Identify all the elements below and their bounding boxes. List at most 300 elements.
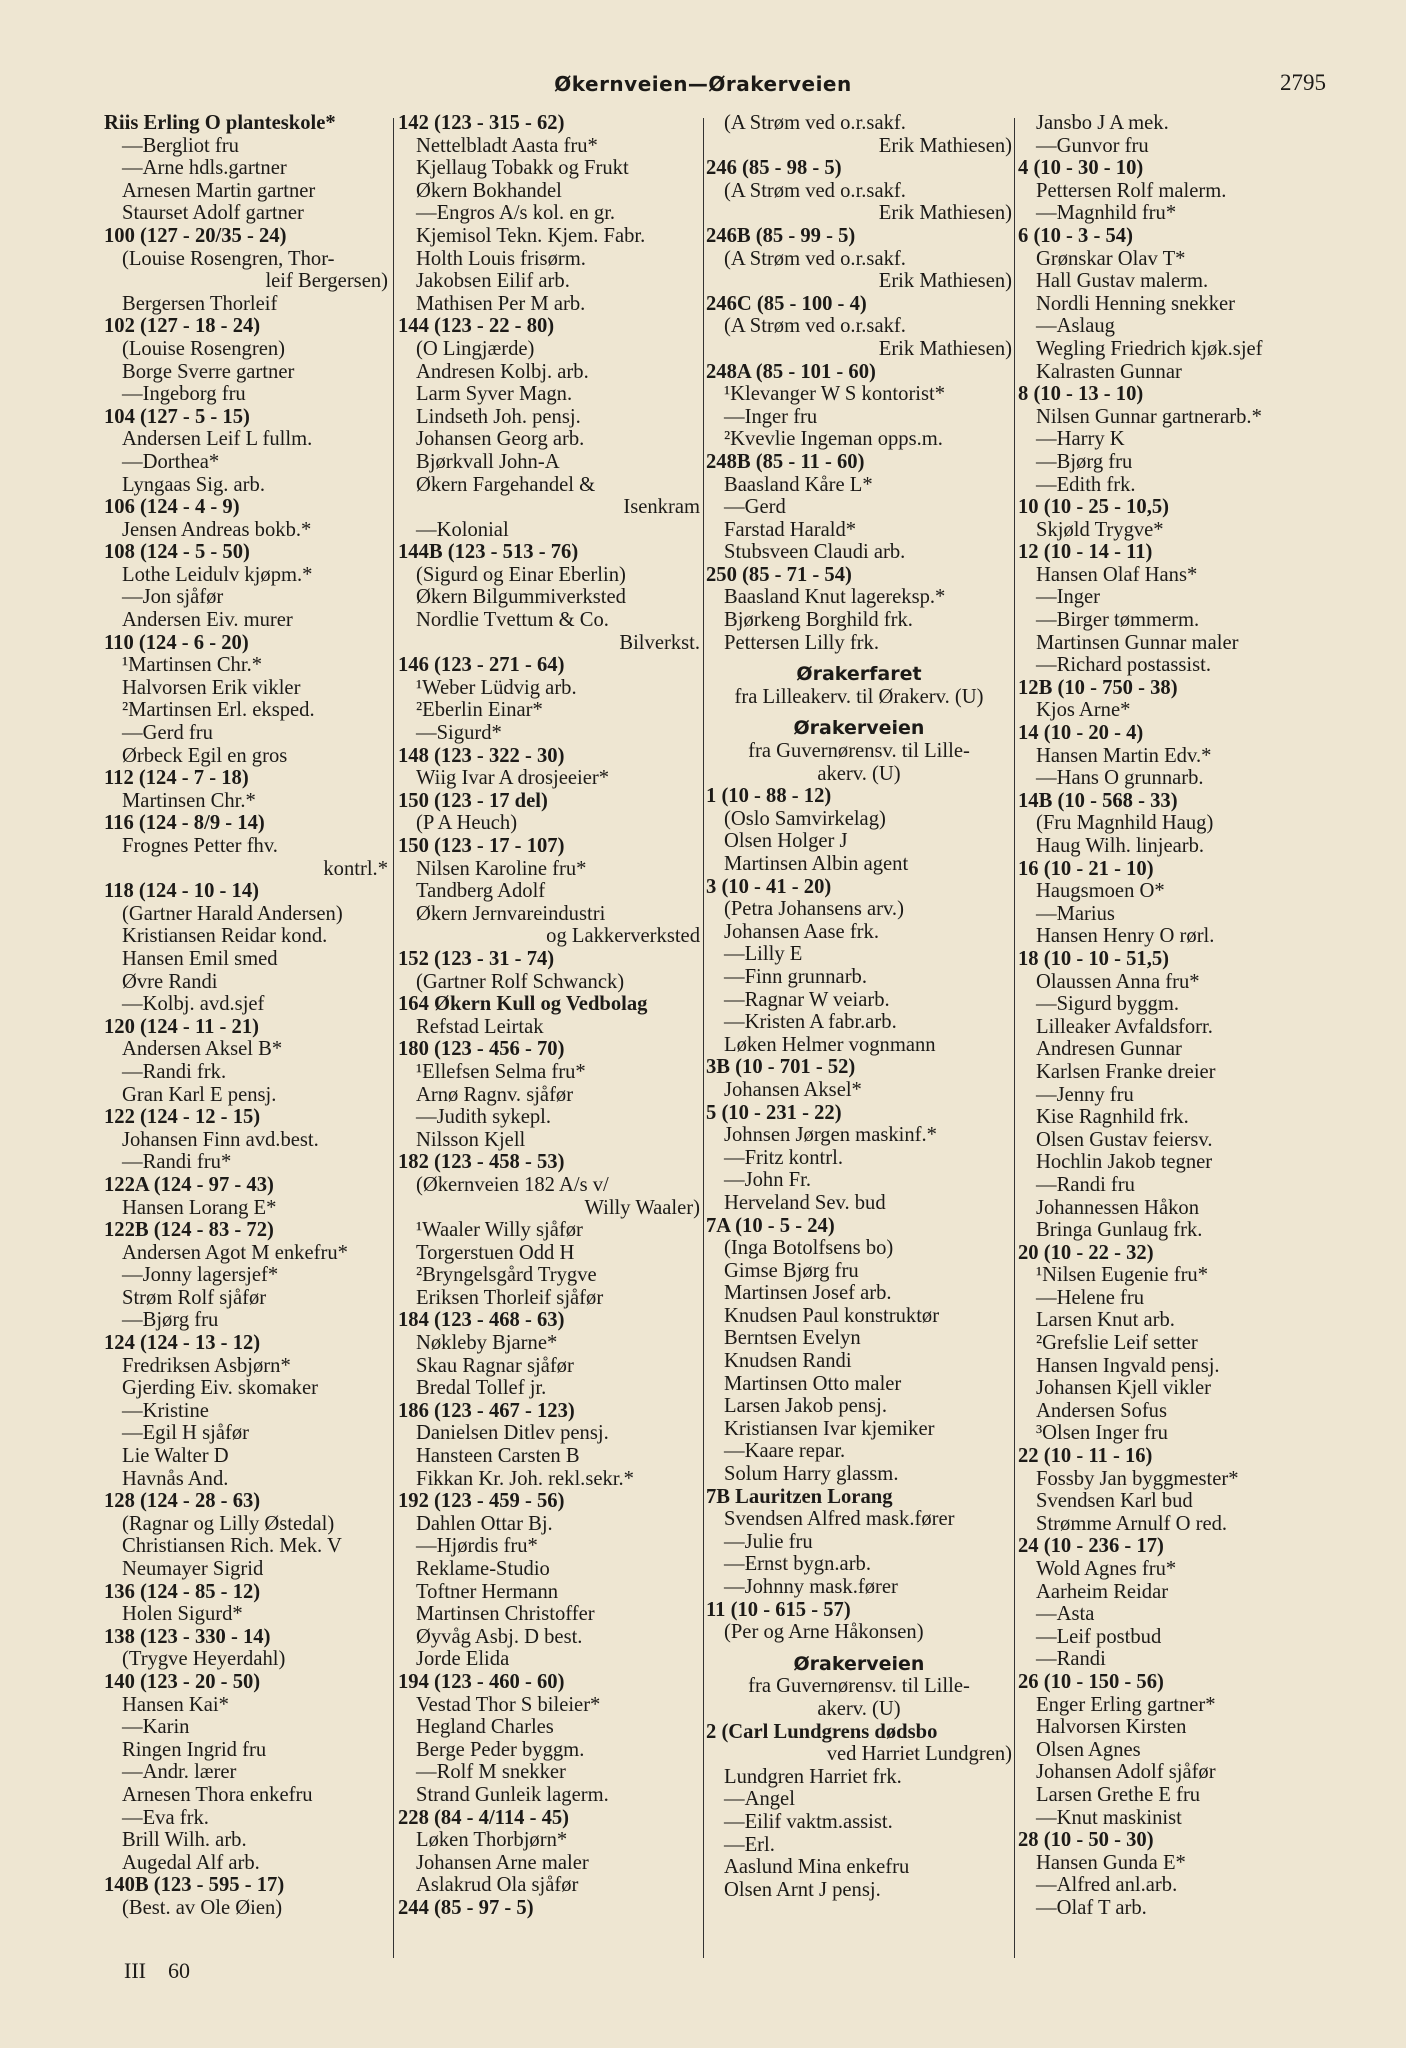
house-number-entry: 248A (85 - 101 - 60) [706, 360, 876, 383]
resident-entry: —Egil H sjåfør [122, 1422, 249, 1445]
resident-entry: —Rolf M snekker [416, 1761, 566, 1784]
resident-entry: Stubsveen Claudi arb. [724, 541, 906, 564]
resident-entry: Martinsen Albin agent [724, 853, 909, 875]
resident-entry: Johansen Adolf sjåfør [1036, 1761, 1216, 1784]
column-2 [398, 112, 700, 1972]
resident-entry: —Alfred anl.arb. [1036, 1874, 1178, 1897]
resident-entry: (Økernveien 182 A/s v/ [416, 1173, 609, 1196]
resident-entry: Knudsen Randi [724, 1350, 852, 1373]
resident-entry: —Helene fru [1036, 1286, 1145, 1309]
resident-entry: —Eva frk. [122, 1806, 209, 1829]
resident-entry: Skjøld Trygve* [1036, 518, 1164, 541]
column-rule [1014, 118, 1015, 1958]
resident-entry: (A Strøm ved o.r.sakf. [724, 179, 906, 202]
resident-entry: Skau Ragnar sjåfør [416, 1354, 574, 1377]
resident-entry: Lothe Leidulv kjøpm.* [122, 563, 313, 586]
resident-entry: Kjemisol Tekn. Kjem. Fabr. [416, 224, 646, 247]
resident-entry: ¹Waaler Willy sjåfør [416, 1219, 583, 1242]
resident-entry: Gran Karl E pensj. [122, 1083, 277, 1106]
resident-entry: Arnesen Martin gartner [122, 179, 316, 202]
house-number-entry: 150 (123 - 17 del) [398, 789, 548, 812]
resident-entry: Baasland Knut lagereksp.* [724, 586, 946, 609]
resident-entry: Aslakrud Ola sjåfør [416, 1874, 579, 1897]
resident-entry: Svendsen Alfred mask.fører [724, 1508, 955, 1531]
resident-entry: Toftner Hermann [416, 1580, 559, 1603]
resident-entry: —Judith sykepl. [416, 1106, 552, 1129]
resident-entry: —Bjørg fru [1036, 450, 1133, 473]
resident-entry: ¹Weber Lüdvig arb. [416, 676, 577, 699]
resident-entry: Andersen Agot M enkefru* [122, 1241, 348, 1264]
house-number-entry: 122 (124 - 12 - 15) [104, 1106, 261, 1129]
resident-entry: Hochlin Jakob tegner [1036, 1151, 1213, 1174]
resident-entry: Strømme Arnulf O red. [1036, 1512, 1228, 1535]
resident-entry: (Per og Arne Håkonsen) [724, 1621, 924, 1644]
resident-entry: Erik Mathiesen) [878, 202, 1012, 225]
resident-entry: Holen Sigurd* [122, 1603, 243, 1626]
resident-entry: Bilverkst. [619, 631, 700, 654]
resident-entry: ²Grefslie Leif setter [1036, 1332, 1198, 1355]
resident-entry: Ringen Ingrid fru [122, 1738, 267, 1761]
resident-entry: Grønskar Olav T* [1036, 247, 1186, 270]
resident-entry: Jensen Andreas bokb.* [122, 518, 312, 541]
resident-entry: —Knut maskinist [1036, 1806, 1182, 1829]
resident-entry: Martinsen Gunnar maler [1036, 631, 1239, 654]
resident-entry: Hansen Gunda E* [1036, 1851, 1186, 1874]
resident-entry: Hansen Henry O rørl. [1036, 925, 1215, 948]
column-rule [393, 118, 394, 1958]
resident-entry: Martinsen Otto maler [724, 1372, 902, 1395]
resident-entry: Kjellaug Tobakk og Frukt [416, 157, 629, 180]
resident-entry: —Bjørg fru [122, 1309, 219, 1332]
house-number-entry: 12B (10 - 750 - 38) [1018, 676, 1178, 699]
resident-entry: (A Strøm ved o.r.sakf. [724, 247, 906, 270]
house-number-entry: 7B Lauritzen Lorang [706, 1485, 893, 1508]
house-number-entry: 10 (10 - 25 - 10,5) [1018, 496, 1169, 519]
resident-entry: Nilsen Karoline fru* [416, 857, 587, 880]
house-number-entry: 112 (124 - 7 - 18) [104, 767, 249, 790]
house-number-entry: 186 (123 - 467 - 123) [398, 1399, 575, 1422]
resident-entry: Larsen Jakob pensj. [724, 1395, 887, 1418]
house-number-entry: 152 (123 - 31 - 74) [398, 947, 555, 970]
resident-entry: Refstad Leirtak [416, 1015, 544, 1038]
resident-entry: —Inger [1036, 586, 1101, 609]
house-number-entry: 1 (10 - 88 - 12) [706, 785, 832, 808]
resident-entry: Fikkan Kr. Joh. rekl.sekr.* [416, 1467, 634, 1490]
resident-entry: —Leif postbud [1036, 1625, 1162, 1648]
resident-entry: Kalrasten Gunnar [1036, 360, 1182, 383]
resident-entry: —Edith frk. [1036, 473, 1136, 496]
resident-entry: Berge Peder byggm. [416, 1738, 585, 1761]
house-number-entry: 3B (10 - 701 - 52) [706, 1056, 856, 1079]
resident-entry: —Erl. [724, 1833, 775, 1856]
resident-entry: Bredal Tollef jr. [416, 1377, 547, 1400]
house-number-entry: 16 (10 - 21 - 10) [1018, 857, 1154, 880]
resident-entry: Tandberg Adolf [416, 880, 546, 903]
resident-entry: Vestad Thor S bileier* [416, 1693, 601, 1716]
resident-entry: Løken Helmer vognmann [724, 1033, 936, 1056]
house-number-entry: 244 (85 - 97 - 5) [398, 1896, 534, 1919]
resident-entry: —Randi frk. [122, 1060, 227, 1083]
house-number-entry: Riis Erling O planteskole* [104, 112, 336, 134]
house-number-entry: 5 (10 - 231 - 22) [706, 1101, 842, 1124]
resident-entry: Øvre Randi [122, 970, 218, 993]
resident-entry: Haug Wilh. linjearb. [1036, 835, 1205, 857]
house-number-entry: 182 (123 - 458 - 53) [398, 1151, 565, 1174]
resident-entry: (Sigurd og Einar Eberlin) [416, 563, 626, 586]
resident-entry: Halvorsen Erik vikler [122, 676, 301, 699]
resident-entry: —Andr. lærer [122, 1761, 237, 1784]
resident-entry: Andersen Sofus [1036, 1399, 1167, 1422]
resident-entry: —Gerd fru [122, 722, 213, 745]
resident-entry: Haugsmoen O* [1036, 880, 1165, 903]
house-number-entry: 246 (85 - 98 - 5) [706, 157, 842, 180]
resident-entry: Baasland Kåre L* [724, 473, 873, 496]
house-number-entry: 150 (123 - 17 - 107) [398, 835, 565, 857]
resident-entry: Hansen Emil smed [122, 947, 278, 970]
resident-entry: Andersen Eiv. murer [122, 609, 293, 632]
house-number-entry: 11 (10 - 615 - 57) [706, 1598, 851, 1621]
resident-entry: Larsen Knut arb. [1036, 1309, 1175, 1332]
resident-entry: ¹Martinsen Chr.* [122, 654, 263, 677]
street-heading: Ørakerveien [793, 1652, 925, 1675]
house-number-entry: 6 (10 - 3 - 54) [1018, 224, 1133, 247]
resident-entry: (Trygve Heyerdahl) [122, 1648, 286, 1671]
resident-entry: Torgerstuen Odd H [416, 1241, 575, 1264]
resident-entry: Christiansen Rich. Mek. V [122, 1535, 342, 1558]
house-number-entry: 28 (10 - 50 - 30) [1018, 1829, 1154, 1852]
house-number-entry: 250 (85 - 71 - 54) [706, 563, 852, 586]
resident-entry: Brill Wilh. arb. [122, 1829, 247, 1852]
house-number-entry: 4 (10 - 30 - 10) [1018, 157, 1144, 180]
house-number-entry: 142 (123 - 315 - 62) [398, 112, 565, 134]
house-number-entry: 148 (123 - 322 - 30) [398, 744, 565, 767]
house-number-entry: 128 (124 - 28 - 63) [104, 1490, 261, 1513]
house-number-entry: 146 (123 - 271 - 64) [398, 654, 565, 677]
resident-entry: Holth Louis frisørm. [416, 247, 586, 270]
resident-entry: Økern Fargehandel & [416, 473, 596, 496]
resident-entry: kontrl.* [323, 857, 388, 880]
resident-entry: Johansen Finn avd.best. [122, 1128, 319, 1151]
resident-entry: —Johnny mask.fører [724, 1576, 898, 1598]
house-number-entry: 184 (123 - 468 - 63) [398, 1309, 565, 1332]
resident-entry: Farstad Harald* [724, 518, 857, 541]
resident-entry: og Lakkerverksted [546, 925, 700, 948]
house-number-entry: 140 (123 - 20 - 50) [104, 1670, 261, 1693]
resident-entry: ²Martinsen Erl. eksped. [122, 699, 315, 722]
resident-entry: Wegling Friedrich kjøk.sjef [1036, 337, 1263, 360]
resident-entry: —Randi fru [1036, 1173, 1135, 1196]
resident-entry: Hansteen Carsten B [416, 1445, 580, 1468]
resident-entry: —Arne hdls.gartner [122, 157, 287, 180]
resident-entry: Andresen Gunnar [1036, 1038, 1182, 1061]
house-number-entry: 100 (127 - 20/35 - 24) [104, 224, 287, 247]
house-number-entry: 246B (85 - 99 - 5) [706, 224, 856, 247]
house-number-entry: 7A (10 - 5 - 24) [706, 1214, 835, 1237]
resident-entry: (P A Heuch) [416, 812, 518, 835]
resident-entry: Martinsen Chr.* [122, 789, 256, 812]
resident-entry: Strøm Rolf sjåfør [122, 1286, 267, 1309]
resident-entry: Hall Gustav malerm. [1036, 270, 1209, 293]
resident-entry: —Kristen A fabr.arb. [724, 1011, 897, 1034]
resident-entry: Lilleaker Avfaldsforr. [1036, 1015, 1213, 1038]
resident-entry: Ørbeck Egil en gros [122, 744, 288, 767]
house-number-entry: 246C (85 - 100 - 4) [706, 292, 867, 315]
house-number-entry: 26 (10 - 150 - 56) [1018, 1670, 1164, 1693]
street-heading: Ørakerfaret [796, 663, 922, 686]
resident-entry: —Gerd [724, 496, 786, 519]
resident-entry: Hansen Olaf Hans* [1036, 563, 1198, 586]
house-number-entry: 108 (124 - 5 - 50) [104, 541, 250, 564]
house-number-entry: 118 (124 - 10 - 14) [104, 880, 260, 903]
house-number-entry: 8 (10 - 13 - 10) [1018, 383, 1144, 406]
house-number-entry: 110 (124 - 6 - 20) [104, 631, 249, 654]
resident-entry: Johansen Aase frk. [724, 920, 879, 943]
column-3 [706, 112, 1012, 1972]
house-number-entry: 20 (10 - 22 - 32) [1018, 1241, 1154, 1264]
resident-entry: (Gartner Rolf Schwanck) [416, 970, 625, 993]
resident-entry: —John Fr. [724, 1169, 811, 1192]
resident-entry: (Gartner Harald Andersen) [122, 902, 343, 925]
resident-entry: —Engros A/s kol. en gr. [416, 202, 616, 225]
resident-entry: Havnås And. [122, 1467, 229, 1490]
resident-entry: Erik Mathiesen) [878, 337, 1012, 360]
resident-entry: —Jenny fru [1036, 1083, 1134, 1106]
resident-entry: Pettersen Lilly frk. [724, 631, 879, 654]
resident-entry: Johannessen Håkon [1036, 1196, 1200, 1219]
house-number-entry: 22 (10 - 11 - 16) [1018, 1445, 1153, 1468]
resident-entry: Kristiansen Reidar kond. [122, 925, 328, 948]
resident-entry: Nilsen Gunnar gartnerarb.* [1036, 405, 1262, 428]
house-number-entry: 144 (123 - 22 - 80) [398, 315, 555, 338]
resident-entry: Andresen Kolbj. arb. [416, 360, 589, 383]
resident-entry: —Kolbj. avd.sjef [122, 993, 265, 1016]
resident-entry: —Sigurd byggm. [1036, 993, 1180, 1016]
footer-signature: III 60 [124, 1958, 190, 1983]
resident-entry: Martinsen Christoffer [416, 1603, 595, 1626]
resident-entry: Martinsen Josef arb. [724, 1282, 892, 1305]
house-number-entry: 122B (124 - 83 - 72) [104, 1219, 274, 1242]
resident-entry: Erik Mathiesen) [878, 134, 1012, 157]
resident-entry: Gjerding Eiv. skomaker [122, 1377, 318, 1400]
resident-entry: Olsen Gustav feiersv. [1036, 1128, 1213, 1151]
resident-entry: Johnsen Jørgen maskinf.* [724, 1124, 937, 1147]
resident-entry: —Randi fru* [122, 1151, 232, 1174]
house-number-entry: 140B (123 - 595 - 17) [104, 1874, 285, 1897]
resident-entry: Lyngaas Sig. arb. [122, 473, 265, 496]
resident-entry: —Eilif vaktm.assist. [724, 1810, 893, 1833]
house-number-entry: 228 (84 - 4/114 - 45) [398, 1806, 570, 1829]
resident-entry: Dahlen Ottar Bj. [416, 1512, 553, 1535]
resident-entry: Andersen Aksel B* [122, 1038, 283, 1061]
resident-entry: Frognes Petter fhv. [122, 835, 278, 857]
resident-entry: —Ragnar W veiarb. [724, 988, 890, 1011]
resident-entry: Jorde Elida [416, 1648, 510, 1671]
house-number-entry: 136 (124 - 85 - 12) [104, 1580, 261, 1603]
resident-entry: —Inger fru [724, 405, 818, 428]
resident-entry: Hansen Martin Edv.* [1036, 744, 1212, 767]
resident-entry: —Kaare repar. [724, 1440, 846, 1463]
resident-entry: —Asta [1036, 1603, 1095, 1626]
resident-entry: Arnø Ragnv. sjåfør [416, 1083, 574, 1106]
resident-entry: Olsen Agnes [1036, 1738, 1141, 1761]
resident-entry: —Aslaug [1036, 315, 1115, 338]
resident-entry: —Kolonial [416, 518, 509, 541]
resident-entry: Arnesen Thora enkefru [122, 1783, 313, 1806]
house-number-entry: 164 Økern Kull og Vedbolag [398, 993, 648, 1016]
house-number-entry: 116 (124 - 8/9 - 14) [104, 812, 265, 835]
resident-entry: Johansen Arne maler [416, 1851, 589, 1874]
resident-entry: —Marius [1036, 902, 1115, 925]
resident-entry: Olsen Holger J [724, 830, 848, 853]
resident-entry: Larm Syver Magn. [416, 383, 573, 406]
column-4 [1018, 112, 1340, 1972]
page-number: 2795 [1280, 70, 1326, 95]
resident-entry: (O Lingjærde) [416, 337, 535, 360]
resident-entry: Øyvåg Asbj. D best. [416, 1625, 583, 1648]
resident-entry: (Petra Johansens arv.) [724, 898, 904, 921]
resident-entry: Halvorsen Kirsten [1036, 1716, 1187, 1739]
resident-entry: Økern Jernvareindustri [416, 902, 606, 925]
resident-entry: ³Olsen Inger fru [1036, 1422, 1168, 1445]
resident-entry: Bringa Gunlaug frk. [1036, 1219, 1203, 1242]
resident-entry: —Magnhild fru* [1036, 202, 1177, 225]
resident-entry: Fredriksen Asbjørn* [122, 1354, 291, 1377]
resident-entry: Mathisen Per M arb. [416, 292, 586, 315]
house-number-entry: 14 (10 - 20 - 4) [1018, 722, 1144, 745]
resident-entry: fra Guvernørensv. til Lille- [748, 1675, 970, 1698]
house-number-entry: 122A (124 - 97 - 43) [104, 1173, 274, 1196]
resident-entry: Løken Thorbjørn* [416, 1829, 568, 1852]
resident-entry: Staurset Adolf gartner [122, 202, 304, 225]
resident-entry: fra Guvernørensv. til Lille- [748, 740, 970, 763]
resident-entry: Lindseth Joh. pensj. [416, 405, 581, 428]
house-number-entry: 104 (127 - 5 - 15) [104, 405, 250, 428]
house-number-entry: 192 (123 - 459 - 56) [398, 1490, 565, 1513]
column-1 [104, 112, 388, 1972]
resident-entry: Eriksen Thorleif sjåfør [416, 1286, 604, 1309]
resident-entry: Hansen Ingvald pensj. [1036, 1354, 1220, 1377]
resident-entry: Johansen Georg arb. [416, 428, 585, 451]
resident-entry: Hegland Charles [416, 1716, 554, 1739]
resident-entry: (Inga Botolfsens bo) [724, 1237, 894, 1260]
resident-entry: —Ingeborg fru [122, 383, 246, 406]
resident-entry: —Gunvor fru [1036, 134, 1149, 157]
resident-entry: ²Eberlin Einar* [416, 699, 543, 722]
resident-entry: Nettelbladt Aasta fru* [416, 134, 598, 157]
resident-entry: Kjos Arne* [1036, 699, 1131, 722]
resident-entry: Nilsson Kjell [416, 1128, 526, 1151]
resident-entry: Hansen Kai* [122, 1693, 229, 1716]
resident-entry: Lie Walter D [122, 1445, 229, 1468]
house-number-entry: 138 (123 - 330 - 14) [104, 1625, 271, 1648]
resident-entry: Bjørkvall John-A [416, 450, 560, 473]
resident-entry: —Sigurd* [416, 722, 502, 745]
resident-entry: (A Strøm ved o.r.sakf. [724, 315, 906, 338]
resident-entry: Neumayer Sigrid [122, 1558, 264, 1580]
resident-entry: Jakobsen Eilif arb. [416, 270, 570, 293]
resident-entry: Kise Ragnhild frk. [1036, 1106, 1189, 1129]
house-number-entry: 18 (10 - 10 - 51,5) [1018, 947, 1169, 970]
house-number-entry: 144B (123 - 513 - 76) [398, 541, 579, 564]
house-number-entry: 2 (Carl Lundgrens dødsbo [706, 1720, 938, 1743]
resident-entry: Olsen Arnt J pensj. [724, 1878, 881, 1901]
resident-entry: —Birger tømmerm. [1036, 609, 1200, 632]
resident-entry: —Hans O grunnarb. [1036, 767, 1204, 790]
resident-entry: Økern Bilgummiverksted [416, 586, 626, 609]
resident-entry: —Hjørdis fru* [416, 1535, 538, 1558]
resident-entry: ¹Ellefsen Selma fru* [416, 1060, 586, 1083]
resident-entry: Økern Bokhandel [416, 179, 562, 202]
resident-entry: Lundgren Harriet frk. [724, 1765, 902, 1788]
resident-entry: —Karin [122, 1716, 190, 1739]
resident-entry: (Best. av Ole Øien) [122, 1896, 283, 1919]
resident-entry: Pettersen Rolf malerm. [1036, 179, 1227, 202]
resident-entry: —Harry K [1036, 428, 1125, 451]
resident-entry: Knudsen Paul konstruktør [724, 1304, 940, 1327]
resident-entry: Willy Waaler) [584, 1196, 700, 1219]
resident-entry: Hansen Lorang E* [122, 1196, 277, 1219]
street-heading: Ørakerveien [793, 717, 925, 740]
resident-entry: Jansbo J A mek. [1036, 112, 1169, 134]
resident-entry: ²Kvevlie Ingeman opps.m. [724, 428, 943, 451]
resident-entry: —Fritz kontrl. [724, 1146, 843, 1169]
house-number-entry: 14B (10 - 568 - 33) [1018, 789, 1178, 812]
resident-entry: Nøkleby Bjarne* [416, 1332, 558, 1355]
resident-entry: Karlsen Franke dreier [1036, 1060, 1216, 1083]
resident-entry: Johansen Aksel* [724, 1078, 862, 1101]
resident-entry: —Randi [1036, 1648, 1106, 1671]
column-rule [703, 118, 704, 1958]
resident-entry: Kristiansen Ivar kjemiker [724, 1417, 935, 1440]
resident-entry: Borge Sverre gartner [122, 360, 295, 383]
resident-entry: (A Strøm ved o.r.sakf. [724, 112, 906, 134]
house-number-entry: 248B (85 - 11 - 60) [706, 450, 865, 473]
resident-entry: Bergersen Thorleif [122, 292, 278, 315]
resident-entry: Augedal Alf arb. [122, 1851, 260, 1874]
resident-entry: —Finn grunnarb. [724, 965, 867, 988]
resident-entry: Olaussen Anna fru* [1036, 970, 1200, 993]
resident-entry: —Kristine [122, 1399, 209, 1422]
resident-entry: akerv. (U) [817, 1697, 901, 1720]
house-number-entry: 194 (123 - 460 - 60) [398, 1670, 565, 1693]
resident-entry: Nordlie Tvettum & Co. [416, 609, 609, 632]
house-number-entry: 3 (10 - 41 - 20) [706, 875, 832, 898]
resident-entry: Andersen Leif L fullm. [122, 428, 313, 451]
house-number-entry: 12 (10 - 14 - 11) [1018, 541, 1153, 564]
resident-entry: Herveland Sev. bud [724, 1191, 886, 1214]
resident-entry: ¹Nilsen Eugenie fru* [1036, 1264, 1209, 1287]
resident-entry: fra Lilleakerv. til Ørakerv. (U) [734, 685, 984, 708]
resident-entry: (Oslo Samvirkelag) [724, 807, 886, 830]
resident-entry: akerv. (U) [817, 762, 901, 785]
resident-entry: (Louise Rosengren) [122, 337, 285, 360]
resident-entry: —Bergliot fru [122, 134, 239, 157]
resident-entry: ved Harriet Lundgren) [826, 1743, 1012, 1766]
resident-entry: Berntsen Evelyn [724, 1327, 861, 1350]
resident-entry: Erik Mathiesen) [878, 270, 1012, 293]
resident-entry: —Angel [724, 1788, 795, 1811]
resident-entry: —Jon sjåfør [122, 586, 224, 609]
resident-entry: Larsen Grethe E fru [1036, 1783, 1201, 1806]
resident-entry: —Dorthea* [122, 450, 220, 473]
resident-entry: (Ragnar og Lilly Østedal) [122, 1512, 335, 1535]
resident-entry: Nordli Henning snekker [1036, 292, 1236, 315]
house-number-entry: 120 (124 - 11 - 21) [104, 1015, 260, 1038]
house-number-entry: 180 (123 - 456 - 70) [398, 1038, 565, 1061]
resident-entry: leif Bergersen) [265, 270, 388, 293]
resident-entry: Reklame-Studio [416, 1558, 550, 1580]
house-number-entry: 24 (10 - 236 - 17) [1018, 1535, 1164, 1558]
